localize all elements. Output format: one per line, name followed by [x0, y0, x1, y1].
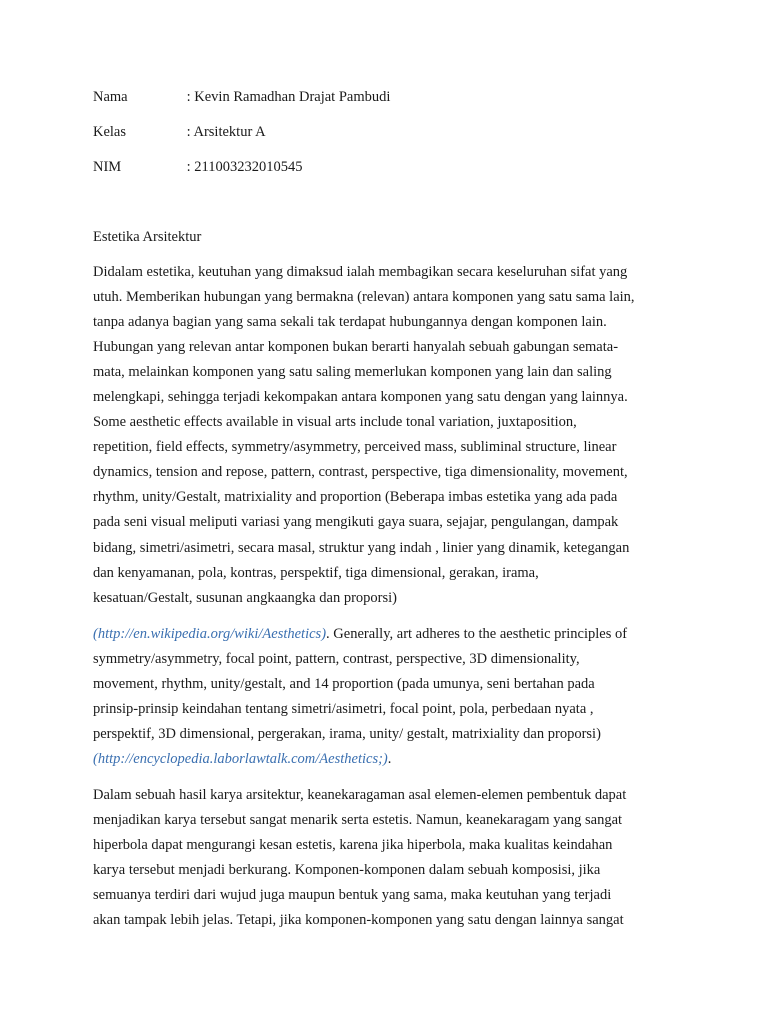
paragraph2-line: symmetry/asymmetry, focal point, pattern, contrast, perspective, 3D dimensionality,: [93, 651, 580, 667]
paragraph1-line: melengkapi, sehingga terjadi kekompakan antara komponen yang satu dengan yang lainnya.: [93, 389, 628, 405]
paragraph2-line: perspektif, 3D dimensional, pergerakan, irama, unity/ gestalt, matrixiality dan proporsi): [93, 726, 601, 742]
wikipedia-link[interactable]: (http://en.wikipedia.org/wiki/Aesthetics): [93, 626, 327, 642]
paragraph3-line: menjadikan karya tersebut sangat menarik serta estetis. Namun, keanekaragam yang sangat: [93, 812, 623, 828]
paragraph2-line: [93, 750, 391, 768]
paragraph3-line: akan tampak lebih jelas. Tetapi, jika komponen-komponen yang satu dengan lainnya sangat: [93, 912, 624, 928]
name-value: : Kevin Ramadhan Drajat Pambudi: [186, 89, 391, 105]
paragraph1-line: Some aesthetic effects available in visual arts include tonal variation, juxtaposition,: [93, 414, 577, 430]
paragraph1-line: utuh. Memberikan hubungan yang bermakna (relevan) antara komponen yang satu sama lain,: [93, 289, 635, 305]
paragraph1-line: tanpa adanya bagian yang sama sekali tak terdapat hubungannya dengan komponen lain.: [93, 314, 607, 330]
paragraph2-line: [93, 625, 627, 643]
paragraph1-line: Didalam estetika, keutuhan yang dimaksud ialah membagikan secara keseluruhan sifat yang: [93, 264, 628, 280]
paragraph1-line: bidang, simetri/asimetri, secara masal, struktur yang indah , linier yang dinamik, ketegangan: [93, 540, 630, 556]
paragraph1-line: mata, melainkan komponen yang satu saling memerlukan komponen yang lain dan saling: [93, 364, 612, 380]
paragraph1-line: rhythm, unity/Gestalt, matrixiality and proportion (Beberapa imbas estetika yang ada pada: [93, 489, 618, 505]
encyclopedia-link[interactable]: (http://encyclopedia.laborlawtalk.com/Aesthetics;): [93, 751, 388, 767]
paragraph1-line: pada seni visual meliputi variasi yang mengikuti gaya suara, sejajar, pengulangan, dampak: [93, 514, 619, 530]
paragraph3-line: Dalam sebuah hasil karya arsitektur, keanekaragaman asal elemen-elemen pembentuk dapat: [93, 787, 627, 803]
paragraph1-line: repetition, field effects, symmetry/asymmetry, perceived mass, subliminal structure, linear: [93, 439, 617, 455]
paragraph1-line: dynamics, tension and repose, pattern, contrast, perspective, tiga dimensionality, movement,: [93, 464, 628, 480]
class-label: Kelas: [93, 124, 127, 140]
name-row: [93, 88, 390, 106]
paragraph2-line: movement, rhythm, unity/gestalt, and 14 proportion (pada umunya, seni bertahan pada: [93, 676, 595, 692]
nim-value: : 211003232010545: [186, 159, 303, 175]
name-label: Nama: [93, 89, 128, 105]
nim-row: [93, 158, 303, 176]
document-title: Estetika Arsitektur: [93, 229, 202, 245]
paragraph1-line: dan kenyamanan, pola, kontras, perspektif, tiga dimensional, gerakan, irama,: [93, 565, 539, 581]
nim-label: NIM: [93, 159, 122, 175]
paragraph3-line: hiperbola dapat mengurangi kesan estetis, karena jika hiperbola, maka kualitas keindahan: [93, 837, 613, 853]
paragraph3-line: karya tersebut menjadi berkurang. Komponen-komponen dalam sebuah komposisi, jika: [93, 862, 601, 878]
paragraph2-line: prinsip-prinsip keindahan tentang simetri/asimetri, focal point, pola, perbedaan nyata ,: [93, 701, 594, 717]
paragraph2-line1-rest: . Generally, art adheres to the aesthetic principles of: [326, 626, 628, 642]
paragraph1-line: kesatuan/Gestalt, susunan angkaangka dan proporsi): [93, 590, 398, 606]
class-value: : Arsitektur A: [186, 124, 266, 140]
paragraph1-line: Hubungan yang relevan antar komponen bukan berarti hanyalah sebuah gabungan semata-: [93, 339, 619, 355]
paragraph3-line: semuanya terdiri dari wujud juga maupun bentuk yang sama, maka keutuhan yang terjadi: [93, 887, 612, 903]
class-row: [93, 123, 266, 141]
paragraph2-end: .: [387, 751, 392, 767]
